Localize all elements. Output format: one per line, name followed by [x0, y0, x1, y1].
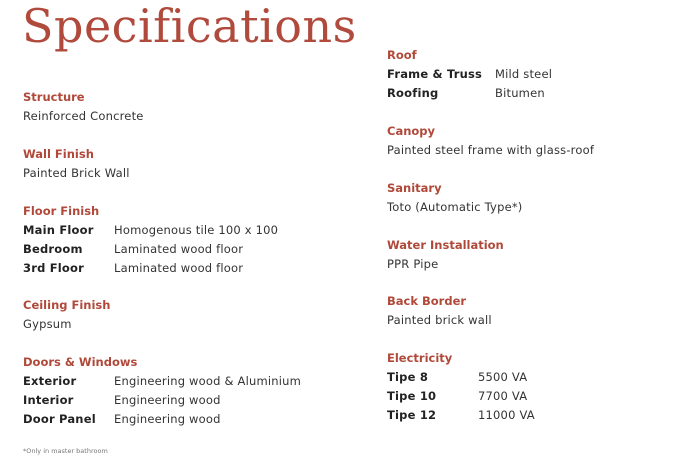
- ceiling-finish-section: [23, 297, 110, 334]
- structure-heading: Structure: [23, 90, 85, 104]
- doors-windows-row: [23, 391, 301, 410]
- back-border-value: Painted brick wall: [387, 313, 492, 327]
- water-installation-section: [387, 237, 504, 274]
- ceiling-finish-heading: Ceiling Finish: [23, 298, 111, 312]
- roof-value: Bitumen: [495, 86, 545, 100]
- ceiling-finish-value: Gypsum: [23, 317, 72, 331]
- floor-finish-key: Main Floor: [23, 223, 94, 237]
- doors-windows-key: Door Panel: [23, 412, 96, 426]
- roof-heading: Roof: [387, 48, 417, 62]
- floor-finish-value: Laminated wood floor: [114, 242, 244, 256]
- doors-windows-list: [23, 372, 301, 429]
- canopy-value: Painted steel frame with glass-roof: [387, 143, 595, 157]
- water-installation-value: PPR Pipe: [387, 257, 439, 271]
- roof-section: [387, 47, 552, 103]
- floor-finish-value: Homogenous tile 100 x 100: [114, 223, 279, 237]
- electricity-value: 5500 VA: [478, 370, 528, 384]
- sanitary-heading: Sanitary: [387, 181, 442, 195]
- doors-windows-section: [23, 354, 301, 429]
- electricity-heading: Electricity: [387, 351, 453, 365]
- back-border-heading: Back Border: [387, 294, 467, 308]
- doors-windows-key: Interior: [23, 393, 74, 407]
- canopy-section: [387, 123, 594, 160]
- page-title: Specifications: [22, 0, 357, 53]
- roof-row: [387, 65, 552, 84]
- doors-windows-key: Exterior: [23, 374, 77, 388]
- electricity-value: 7700 VA: [478, 389, 528, 403]
- electricity-section: [387, 350, 535, 425]
- structure-value: Reinforced Concrete: [23, 109, 144, 123]
- wall-finish-section: [23, 146, 130, 183]
- roof-value: Mild steel: [495, 67, 553, 81]
- floor-finish-key: 3rd Floor: [23, 261, 84, 275]
- floor-finish-row: [23, 259, 278, 278]
- floor-finish-row: [23, 221, 278, 240]
- doors-windows-row: [23, 410, 301, 429]
- sanitary-section: [387, 180, 522, 217]
- electricity-row: [387, 387, 535, 406]
- roof-key: Roofing: [387, 86, 439, 100]
- electricity-key: Tipe 10: [387, 389, 437, 403]
- wall-finish-heading: Wall Finish: [23, 147, 94, 161]
- electricity-key: Tipe 12: [387, 408, 437, 422]
- roof-row: [387, 84, 552, 103]
- floor-finish-value: Laminated wood floor: [114, 261, 244, 275]
- electricity-row: [387, 368, 535, 387]
- floor-finish-key: Bedroom: [23, 242, 83, 256]
- electricity-value: 11000 VA: [478, 408, 535, 422]
- structure-section: [23, 89, 144, 126]
- doors-windows-heading: Doors & Windows: [23, 355, 138, 369]
- doors-windows-row: [23, 372, 301, 391]
- back-border-section: [387, 293, 492, 330]
- electricity-key: Tipe 8: [387, 370, 429, 384]
- floor-finish-row: [23, 240, 278, 259]
- floor-finish-section: [23, 203, 278, 278]
- footnote: *Only in master bathroom: [23, 447, 108, 455]
- doors-windows-value: Engineering wood: [114, 393, 221, 407]
- electricity-list: [387, 368, 535, 425]
- floor-finish-list: [23, 221, 278, 278]
- doors-windows-value: Engineering wood: [114, 412, 221, 426]
- roof-key: Frame & Truss: [387, 67, 483, 81]
- electricity-row: [387, 406, 535, 425]
- floor-finish-heading: Floor Finish: [23, 204, 100, 218]
- water-installation-heading: Water Installation: [387, 238, 504, 252]
- sanitary-value: Toto (Automatic Type*): [387, 200, 523, 214]
- doors-windows-value: Engineering wood & Aluminium: [114, 374, 302, 388]
- canopy-heading: Canopy: [387, 124, 436, 138]
- roof-list: [387, 65, 552, 103]
- wall-finish-value: Painted Brick Wall: [23, 166, 130, 180]
